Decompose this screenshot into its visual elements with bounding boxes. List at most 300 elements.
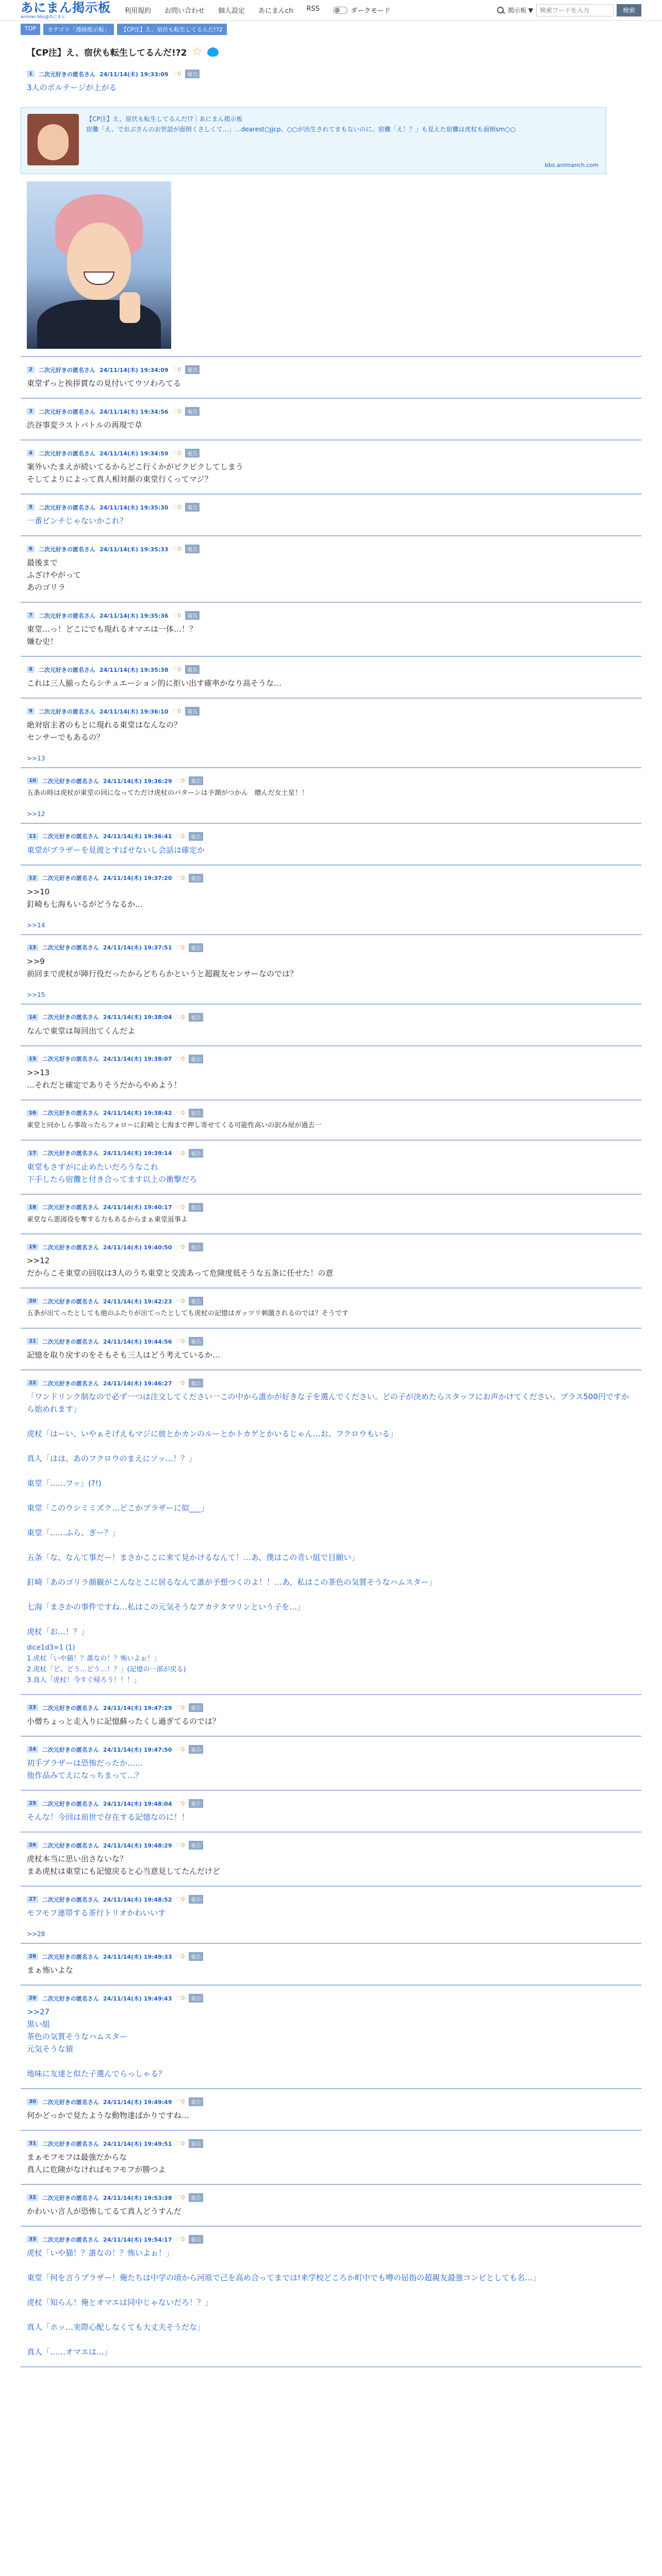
- post-header: [27, 1841, 635, 1850]
- post-header: [27, 1243, 635, 1251]
- like-count[interactable]: ♡0: [176, 944, 185, 951]
- post-date: 24/11/14(木) 19:35:33: [99, 546, 169, 553]
- report-button[interactable]: 報告: [185, 707, 200, 716]
- poster-name: 二次元好きの匿名さん: [42, 1953, 99, 1960]
- post-header: [27, 449, 635, 457]
- image-thumb-up-shape: [120, 292, 140, 323]
- post-body: そんな！今回は前世で存在する記憶なのに！！: [27, 1812, 190, 1822]
- card-description: 宿儺「え、でおぶさんのお世話が面倒くさしくて…」…dearest○jjcp、○○が出生されてまもないのに、宿儺「え！？」も見えた宿儺は虎杖も面倒sm○○: [86, 126, 516, 133]
- post-date: 24/11/14(木) 19:34:59: [99, 450, 169, 457]
- poster-name: 二次元好きの匿名さん: [42, 2098, 99, 2106]
- card-text: [86, 114, 516, 167]
- favorite-star-icon[interactable]: ☆: [192, 45, 203, 58]
- post-date: 24/11/14(木) 19:47:29: [103, 1704, 172, 1711]
- post-header: [27, 407, 635, 416]
- poster-name: 二次元好きの匿名さん: [42, 1204, 99, 1211]
- like-count[interactable]: ♡0: [176, 2236, 185, 2243]
- post-header: [27, 707, 635, 716]
- header-search: [496, 4, 641, 16]
- search-input[interactable]: [536, 4, 614, 16]
- post-item: [21, 399, 641, 439]
- post-date: 24/11/14(木) 19:37:51: [103, 944, 172, 952]
- post-date: 24/11/14(木) 19:38:07: [103, 1056, 172, 1063]
- post-body: 東堂がブラザーを見渡とすばせないし会話は確定か: [27, 845, 205, 855]
- post-item: [21, 2227, 641, 2366]
- poster-name: 二次元好きの匿名さん: [42, 1014, 99, 1021]
- like-count[interactable]: ♡0: [172, 408, 181, 415]
- post-header: [27, 1895, 635, 1904]
- post-body: これは三人揃ったらシチュエーション的に拒い出す確率かなり高そうな…: [27, 679, 282, 688]
- post-header: [27, 1297, 635, 1306]
- card-title[interactable]: 【CP注】え、宿伏も転生してるんだ!?｜あにまん掲示板: [86, 115, 243, 123]
- reply-footer[interactable]: >>12: [27, 810, 45, 818]
- report-button[interactable]: 報告: [189, 1895, 203, 1904]
- post-number[interactable]: 23: [27, 1704, 38, 1711]
- report-button[interactable]: 報告: [189, 1841, 203, 1850]
- report-button[interactable]: 報告: [189, 1994, 203, 2003]
- post-item: [21, 1046, 641, 1099]
- like-count[interactable]: ♡0: [176, 1800, 185, 1807]
- post-date: 24/11/14(木) 19:49:49: [103, 2098, 172, 2106]
- post-item: [21, 657, 641, 698]
- like-count[interactable]: ♡0: [176, 2194, 185, 2201]
- like-count[interactable]: ♡0: [176, 1013, 185, 1021]
- site-logo[interactable]: [21, 2, 111, 19]
- like-count[interactable]: ♡0: [176, 1338, 185, 1345]
- post-header: [27, 2097, 635, 2106]
- post-body: >>12 だからこそ東堂の回収は3人のうち東堂と交流あって危険度低そうな五条に任せた！の意: [27, 1256, 334, 1278]
- post-item: [21, 824, 641, 865]
- post-header: [27, 832, 635, 841]
- report-button[interactable]: 報告: [185, 611, 200, 620]
- card-url[interactable]: bbs.animanch.com: [544, 162, 599, 168]
- poster-name: 二次元好きの匿名さん: [38, 504, 95, 511]
- site-header: [0, 0, 662, 21]
- post-header: [27, 2235, 635, 2244]
- poster-name: 二次元好きの匿名さん: [42, 1150, 99, 1157]
- post-header: [27, 70, 635, 78]
- post-item: [21, 2089, 641, 2130]
- post-item: [21, 1695, 641, 1736]
- post-date: 24/11/14(木) 19:37:20: [103, 875, 172, 882]
- like-count[interactable]: ♡0: [176, 1842, 185, 1849]
- post-header: [27, 874, 635, 883]
- post-number[interactable]: 30: [27, 2098, 38, 2105]
- post-body: かわいい言人が恐怖してるて真人どうすんだ: [27, 2207, 181, 2216]
- post-number[interactable]: 29: [27, 1995, 38, 2002]
- post-item: [21, 866, 641, 934]
- poster-name: 二次元好きの匿名さん: [42, 1800, 99, 1807]
- image-face-shape: [67, 223, 131, 300]
- post-header: [27, 1149, 635, 1158]
- post-item: [21, 1005, 641, 1045]
- dark-mode-label: ダークモード: [350, 7, 391, 15]
- post-body: 絶対宿主者のもとに現れる東堂はなんなの？ センサーでもあるの？: [27, 720, 182, 742]
- post-body: 東堂なら悪図役を奪する力もあるからまぁ東堂返事よ: [27, 1215, 188, 1224]
- page-title: 【CP注】え、宿伏も転生してるんだ!?2: [27, 48, 187, 58]
- like-count[interactable]: ♡0: [172, 71, 181, 77]
- poster-name: 二次元好きの匿名さん: [38, 450, 95, 457]
- twitter-share-icon[interactable]: [207, 47, 219, 57]
- post-header: [27, 1203, 635, 1212]
- toggle-switch-icon[interactable]: [333, 7, 347, 14]
- post-body: 小僧ちょっと走入りに記憶蘇ったくし過ぎてるのでは？: [27, 1717, 221, 1726]
- reply-footer[interactable]: >>28: [27, 1930, 45, 1938]
- post-number[interactable]: 21: [27, 1338, 38, 1345]
- post-header: [27, 2139, 635, 2148]
- post-date: 24/11/14(木) 19:39:14: [103, 1150, 172, 1157]
- image-body-shape: [37, 300, 161, 349]
- post-item: [21, 495, 641, 535]
- post-header: [27, 1745, 635, 1754]
- like-count[interactable]: ♡0: [176, 1204, 185, 1211]
- post-header: [27, 1379, 635, 1387]
- post-number[interactable]: 18: [27, 1204, 38, 1211]
- like-count[interactable]: ♡0: [172, 366, 181, 373]
- post-number[interactable]: 1: [27, 71, 35, 77]
- like-count[interactable]: ♡0: [176, 1298, 185, 1305]
- post-number[interactable]: 10: [27, 777, 38, 784]
- poster-name: 二次元好きの匿名さん: [42, 2236, 99, 2243]
- report-button[interactable]: 報告: [189, 1703, 203, 1712]
- post-body: 渋谷事変ラストバトルの再現で草: [27, 420, 142, 430]
- post-item: [21, 1737, 641, 1790]
- report-button[interactable]: 報告: [185, 70, 200, 78]
- like-count[interactable]: ♡0: [176, 1055, 185, 1062]
- post-number[interactable]: 26: [27, 1842, 38, 1849]
- post-number[interactable]: 31: [27, 2140, 38, 2147]
- search-button[interactable]: 検索: [617, 4, 641, 16]
- post-number[interactable]: 22: [27, 1380, 38, 1386]
- post-date: 24/11/14(木) 19:34:56: [99, 408, 169, 415]
- search-scope-select[interactable]: 掲示板 ▼: [507, 7, 533, 14]
- post-date: 24/11/14(木) 19:46:27: [103, 1380, 172, 1387]
- post-header: [27, 611, 635, 620]
- post-date: 24/11/14(木) 19:38:42: [103, 1110, 172, 1117]
- card-thumbnail: [27, 114, 79, 165]
- report-button[interactable]: 報告: [189, 1745, 203, 1754]
- like-count[interactable]: ♡0: [176, 1746, 185, 1753]
- post-number[interactable]: 2: [27, 366, 35, 373]
- post-number[interactable]: 20: [27, 1298, 38, 1304]
- post-body: 東堂と同かしら事故ったらフォローに釘崎と七海まで押し寄せてくる可能性高いの訳み屋が過去一: [27, 1121, 322, 1129]
- like-count[interactable]: ♡0: [176, 1704, 185, 1711]
- post-body: >>13 …それだと確定でありそうだからやめよう！: [27, 1067, 182, 1090]
- post-number[interactable]: 24: [27, 1746, 38, 1753]
- post-date: 24/11/14(木) 19:34:09: [99, 366, 169, 374]
- post-number[interactable]: 11: [27, 833, 38, 840]
- breadcrumb-thread[interactable]: 【CP注】え、宿伏も転生してるんだ!?2: [117, 24, 227, 35]
- like-count[interactable]: ♡0: [176, 777, 185, 784]
- like-count[interactable]: ♡0: [176, 2140, 185, 2147]
- report-button[interactable]: 報告: [189, 1337, 203, 1346]
- post-number[interactable]: 32: [27, 2194, 38, 2201]
- report-button[interactable]: 報告: [185, 449, 200, 457]
- post-body: 東堂ずっと挨拶貫なの見付いてウソわろてる: [27, 379, 181, 388]
- post-date: 24/11/14(木) 19:49:43: [103, 1995, 172, 2002]
- post-body: >>27 黒い組 茶色の気質そうなハムスター 元気そうな猿 地味に友達と似た子選んでらっしゃる？: [27, 2007, 167, 2079]
- post-item: [21, 2185, 641, 2226]
- thread-container: [21, 38, 641, 2367]
- post-date: 24/11/14(木) 19:48:52: [103, 1896, 172, 1903]
- post-header: [27, 1055, 635, 1063]
- post-item: [21, 1195, 641, 1234]
- post-item: [21, 1887, 641, 1943]
- post-number[interactable]: 16: [27, 1110, 38, 1116]
- post-item: [21, 1833, 641, 1886]
- poster-name: 二次元好きの匿名さん: [42, 1896, 99, 1903]
- post-date: 24/11/14(木) 19:40:17: [103, 1204, 172, 1211]
- poster-name: 二次元好きの匿名さん: [38, 708, 95, 715]
- report-button[interactable]: 報告: [189, 1149, 203, 1158]
- like-count[interactable]: ♡0: [176, 1109, 185, 1116]
- post-body: 案外いたまえが続いてるからどこ行くかがピクピクしてしまう そしてよりによって真人相対顔の東堂行くってマジ？: [27, 462, 244, 484]
- post-body: なんで東堂は毎回出てくんだよ: [27, 1026, 136, 1036]
- nav-rss[interactable]: RSS: [306, 5, 320, 13]
- post-divider: [21, 2366, 641, 2367]
- post-number[interactable]: 13: [27, 944, 38, 951]
- breadcrumb-category[interactable]: カテゴリ「漫画掲示板」: [43, 24, 114, 35]
- post-body: モフモフ連帯する茶行トリオかわいいす: [27, 1908, 166, 1918]
- poster-name: 二次元好きの匿名さん: [42, 1995, 99, 2002]
- post-item: [21, 1329, 641, 1369]
- nav-contact[interactable]: お問い合わせ: [164, 7, 205, 15]
- post-number[interactable]: 14: [27, 1014, 38, 1021]
- post-date: 24/11/14(木) 19:36:10: [99, 708, 169, 715]
- post-body: 五条の時は虎杖が東堂の回になってただけ虎杖のパターンは予測がつかん 贈んだ女土星！！: [27, 789, 308, 797]
- report-button[interactable]: 報告: [189, 1013, 203, 1022]
- report-button[interactable]: 報告: [185, 503, 200, 512]
- report-button[interactable]: 報告: [189, 776, 203, 785]
- poster-name: 二次元好きの匿名さん: [38, 71, 95, 78]
- report-button[interactable]: 報告: [189, 1243, 203, 1251]
- report-button[interactable]: 報告: [189, 832, 203, 841]
- post-number[interactable]: 19: [27, 1244, 38, 1250]
- poster-name: 二次元好きの匿名さん: [42, 1298, 99, 1305]
- post-date: 24/11/14(木) 19:47:50: [103, 1746, 172, 1753]
- post-header: [27, 545, 635, 553]
- poster-name: 二次元好きの匿名さん: [38, 666, 95, 673]
- post-number[interactable]: 25: [27, 1800, 38, 1807]
- report-button[interactable]: 報告: [189, 1799, 203, 1808]
- post-header: [27, 1952, 635, 1961]
- post-body: 最後まで ふざけやがって あのゴリラ: [27, 558, 81, 592]
- like-count[interactable]: ♡0: [176, 1149, 185, 1157]
- post-body: まぁモフモフは最強だからな 真人に危険がなければモフモフが勝つよ: [27, 2153, 166, 2175]
- poster-name: 二次元好きの匿名さん: [42, 1842, 99, 1849]
- poster-name: 二次元好きの匿名さん: [42, 1244, 99, 1251]
- post-body: 東堂もさすがに止めたいだろうなこれ 下手したら宿儺と付き合ってます以上の衝撃だろ: [27, 1162, 197, 1184]
- like-count[interactable]: ♡0: [176, 2098, 185, 2106]
- report-button[interactable]: 報告: [189, 1203, 203, 1212]
- post-body: >>9 前回まで虎杖が陣行役だったからどちらかというと超親友センサーなのでは？: [27, 956, 298, 978]
- report-button[interactable]: 報告: [189, 1952, 203, 1961]
- post-item: [21, 699, 641, 767]
- search-icon: [496, 6, 505, 14]
- post-body: 虎杖「いや猫！？誰なの！？怖いよぉ！」 東堂「何を言うブラザー！俺たちは中学の頃から河原で己を高め合ってまでは!来学校どころか町中でも噂の屈指の超親友最強コンビとしても名…」 虎杖「知らん！俺とオマエは同中じゃないだろ！？」 真人「ホッ…実際心配しなくても大丈夫そうだな」 真人「……オマエは…」: [27, 2248, 541, 2357]
- poster-name: 二次元好きの匿名さん: [38, 546, 95, 553]
- post-header: [27, 365, 635, 374]
- post-body: 東堂…っ！どこにでも現れるオマエは一体…！？ 嫌む史！: [27, 624, 197, 646]
- post-date: 24/11/14(木) 19:35:36: [99, 612, 169, 619]
- post-number[interactable]: 33: [27, 2236, 38, 2243]
- report-button[interactable]: 報告: [185, 665, 200, 674]
- report-button[interactable]: 報告: [189, 2139, 203, 2148]
- dice-result: dice1d3=1 (1) 1.虎杖「いや猫！？誰なの！？怖いよぉ！」 2.虎杖「ど、どう…どう…！？」(記憶の一部が戻る) 3.真人「虎杖！今すぐ帰ろう！！！」: [27, 1644, 186, 1684]
- post-item: [21, 768, 641, 823]
- logo-main-text: あにまん掲示板: [21, 0, 111, 15]
- like-count[interactable]: ♡0: [176, 874, 185, 882]
- post-item: [21, 1986, 641, 2088]
- post-date: 24/11/14(木) 19:44:56: [103, 1338, 172, 1345]
- post-date: 24/11/14(木) 19:48:04: [103, 1800, 172, 1807]
- post-number[interactable]: 15: [27, 1056, 38, 1062]
- post-date: 24/11/14(木) 19:36:29: [103, 777, 172, 785]
- like-count[interactable]: ♡0: [172, 450, 181, 456]
- poster-name: 二次元好きの匿名さん: [42, 1338, 99, 1345]
- poster-name: 二次元好きの匿名さん: [38, 408, 95, 415]
- post-body: 記憶を取り戻すのをそもそも三人はどう考えているか…: [27, 1350, 221, 1360]
- poster-name: 二次元好きの匿名さん: [42, 1056, 99, 1063]
- post-date: 24/11/14(木) 19:42:23: [103, 1298, 172, 1305]
- like-count[interactable]: ♡0: [176, 1896, 185, 1903]
- post-item: [21, 1100, 641, 1140]
- like-count[interactable]: ♡0: [176, 833, 185, 840]
- post-number[interactable]: 5: [27, 504, 35, 511]
- logo-sub-text: animan bbs@あにまん: [21, 14, 65, 19]
- post-body: 「ワンドリンク制なので必ず一つは注文してください一この中から誰かが好きな子を選んでください。どの子が決めたらスタッフにお声かけてください。プラス500円ですから始めれます」 虎杖「はーい、いやぁそげえもマジに彼とかカンのルーとかトカゲとかいるじゃん…お、フクロウもいる」 真人「はは、あのフクロウのまえにソッ…！？」 東堂「……フッ」(?!) 東堂「このウシミミズク…どこかブラザーに似___」 東堂「……ふら、ぎー？」 五条「な、なんて事だー！まさかここに来て見かけるなんて！…あ、僕はこの青い組で目願い」 釘崎「あのゴリラ顔観がこんなとこに居るなんて誰が予想つくのよ！！…あ、私はこの茶色の気質そうなハムスター」 七海「まさかの事件ですね…私はこの元気そうなアカテタマリンという子を…」 虎杖「お…！？」: [27, 1392, 629, 1637]
- nav-settings[interactable]: 個人設定: [218, 7, 245, 15]
- post-header: [27, 1799, 635, 1808]
- post-number[interactable]: 28: [27, 1953, 38, 1960]
- post-date: 24/11/14(木) 19:38:04: [103, 1014, 172, 1021]
- post-item: [21, 2131, 641, 2184]
- like-count[interactable]: ♡0: [176, 1244, 185, 1251]
- post-body: 初手ブラザーは恐怖だったか…… 他作品みてえになっちまって…？: [27, 1758, 143, 1781]
- post-header: [27, 665, 635, 674]
- post-body: 一番ピンチじゃないかこれ？: [27, 516, 128, 526]
- post-item: [21, 1289, 641, 1328]
- post-list: [21, 61, 641, 2367]
- post-body: >>10 釘崎も七海もいるがどうなるか…: [27, 887, 143, 909]
- post-number[interactable]: 9: [27, 708, 35, 715]
- post-header: [27, 2193, 635, 2202]
- like-count[interactable]: ♡0: [172, 708, 181, 715]
- like-count[interactable]: ♡0: [172, 612, 181, 619]
- report-button[interactable]: 報告: [189, 1297, 203, 1306]
- post-date: 24/11/14(木) 19:49:33: [103, 1953, 172, 1960]
- post-date: 24/11/14(木) 19:40:50: [103, 1244, 172, 1251]
- post-item: [21, 1234, 641, 1287]
- nav-animanch[interactable]: あにまんch: [258, 7, 293, 15]
- thread-title-row: [21, 38, 641, 61]
- breadcrumb-top[interactable]: TOP: [21, 24, 40, 35]
- like-count[interactable]: ♡0: [172, 546, 181, 552]
- report-button[interactable]: 報告: [189, 874, 203, 883]
- nav-terms[interactable]: 利用規約: [124, 7, 152, 15]
- post-item: [21, 603, 641, 656]
- report-button[interactable]: 報告: [189, 1109, 203, 1117]
- poster-name: 二次元好きの匿名さん: [42, 833, 99, 840]
- post-number[interactable]: 8: [27, 666, 35, 673]
- post-item: [21, 935, 641, 1004]
- reply-footer[interactable]: >>14: [27, 921, 45, 929]
- post-number[interactable]: 7: [27, 612, 35, 619]
- report-button[interactable]: 報告: [189, 1055, 203, 1063]
- post-body: 五条が出てったとしても他のふたりが出てったとしても虎杖の記憶はガッツリ刺激されるのでは？そうです: [27, 1310, 349, 1318]
- post-date: 24/11/14(木) 19:35:38: [99, 666, 169, 673]
- report-button[interactable]: 報告: [185, 545, 200, 553]
- report-button[interactable]: 報告: [185, 365, 200, 374]
- link-preview-card[interactable]: [21, 107, 606, 174]
- post-date: 24/11/14(木) 19:53:38: [103, 2194, 172, 2201]
- post-number[interactable]: 4: [27, 450, 35, 456]
- like-count[interactable]: ♡0: [176, 1380, 185, 1387]
- report-button[interactable]: 報告: [189, 943, 203, 952]
- poster-name: 二次元好きの匿名さん: [42, 1380, 99, 1387]
- reply-footer[interactable]: >>13: [27, 755, 45, 762]
- top-nav: [124, 5, 320, 15]
- poster-name: 二次元好きの匿名さん: [38, 612, 95, 619]
- post-body: 何かどっかで見たような動物達ばかりですね…: [27, 2111, 189, 2121]
- post-header: [27, 1109, 635, 1117]
- dark-mode-toggle[interactable]: [333, 5, 390, 15]
- post-item: [21, 357, 641, 398]
- post-header: [27, 776, 635, 785]
- poster-name: 二次元好きの匿名さん: [42, 1704, 99, 1711]
- poster-name: 二次元好きの匿名さん: [38, 366, 95, 374]
- post-date: 24/11/14(木) 19:36:41: [103, 833, 172, 840]
- post-number[interactable]: 17: [27, 1150, 38, 1157]
- report-button[interactable]: 報告: [185, 407, 200, 416]
- like-count[interactable]: ♡0: [172, 504, 181, 511]
- report-button[interactable]: 報告: [189, 2235, 203, 2244]
- post-header: [27, 1013, 635, 1022]
- poster-name: 二次元好きの匿名さん: [42, 2140, 99, 2147]
- like-count[interactable]: ♡0: [172, 666, 181, 673]
- post-date: 24/11/14(木) 19:33:09: [99, 71, 169, 78]
- post-date: 24/11/14(木) 19:54:17: [103, 2236, 172, 2243]
- post-date: 24/11/14(木) 19:49:51: [103, 2140, 172, 2147]
- report-button[interactable]: 報告: [189, 1379, 203, 1387]
- post-body: まぁ怖いよな: [27, 1965, 74, 1975]
- post-number[interactable]: 6: [27, 546, 35, 552]
- poster-name: 二次元好きの匿名さん: [42, 777, 99, 785]
- post-item: [21, 1370, 641, 1694]
- like-count[interactable]: ♡0: [176, 1995, 185, 2002]
- like-count[interactable]: ♡0: [176, 1953, 185, 1960]
- post-header: [27, 503, 635, 512]
- post-header: [27, 1994, 635, 2003]
- post-header: [27, 943, 635, 952]
- reply-footer[interactable]: >>15: [27, 991, 45, 998]
- post-number[interactable]: 3: [27, 408, 35, 415]
- breadcrumb: [0, 21, 662, 38]
- poster-name: 二次元好きの匿名さん: [42, 1110, 99, 1117]
- post-number[interactable]: 12: [27, 875, 38, 882]
- poster-name: 二次元好きの匿名さん: [42, 944, 99, 952]
- post-body: 3人のボルテージが上がる: [27, 83, 117, 92]
- report-button[interactable]: 報告: [189, 2097, 203, 2106]
- poster-name: 二次元好きの匿名さん: [42, 875, 99, 882]
- report-button[interactable]: 報告: [189, 2193, 203, 2202]
- post-item: [21, 1141, 641, 1194]
- post-item: [21, 61, 641, 102]
- post-image[interactable]: [27, 181, 171, 349]
- post-item: [21, 1944, 641, 1985]
- post-header: [27, 1337, 635, 1346]
- post-number[interactable]: 27: [27, 1896, 38, 1903]
